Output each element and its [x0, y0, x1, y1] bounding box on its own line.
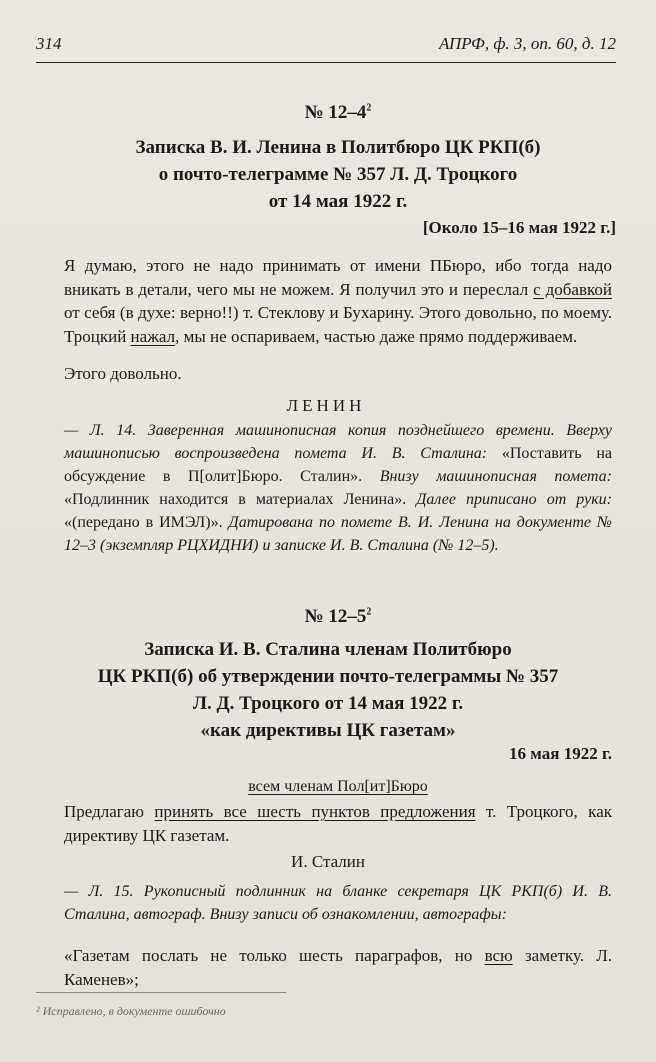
- doc2-underlined-text: принять все шесть пунктов предложения: [154, 802, 476, 821]
- note-text: «Подлинник находится в материалах Ленина».: [64, 491, 417, 508]
- doc1-body-text: , мы не оспариваем, частью даже прямо поддерживаем.: [175, 326, 578, 346]
- doc1-title: [64, 134, 612, 215]
- doc2-archival-note: [64, 880, 612, 926]
- note-italic: Внизу машинописная помета:: [379, 468, 613, 485]
- quote-underlined-text: всю: [484, 946, 513, 965]
- doc2-number-sup: 2: [366, 606, 372, 618]
- doc2-signature: И. Сталин: [291, 852, 365, 871]
- doc2-title-line: Л. Д. Троцкого от 14 мая 1922 г.: [192, 693, 464, 714]
- page-number: 314: [36, 34, 62, 53]
- doc1-signature: ЛЕНИН: [286, 396, 366, 415]
- note-italic: — Л. 15. Рукописный подлинник на бланке секретаря ЦК РКП(б) И. В. Сталина, автограф. Внизу записи об ознакомлении, автографы:: [64, 883, 612, 923]
- doc1-title-line: от 14 мая 1922 г.: [268, 191, 408, 212]
- doc1-closing-line: Этого довольно.: [64, 364, 182, 383]
- doc1-number-text: № 12–4: [304, 102, 367, 123]
- doc1-body-paragraph: [64, 254, 612, 348]
- doc2-addressee-text: всем членам Пол[ит]Бюро: [248, 778, 428, 795]
- doc2-body-text: т. Троцкого, как директиву ЦК газетам.: [64, 802, 612, 845]
- header-rule: [36, 62, 616, 63]
- doc2-addressee: [64, 778, 612, 796]
- doc2-quote: [64, 944, 612, 991]
- doc1-archival-note: [64, 419, 612, 557]
- doc2-title-line: «как директивы ЦК газетам»: [200, 720, 456, 741]
- footnote: ² Исправлено, в документе ошибочно: [36, 1004, 226, 1018]
- doc1-number: [64, 102, 612, 124]
- doc1-underlined-text: с добавкой: [533, 279, 612, 299]
- archive-reference: АПРФ, ф. 3, оп. 60, д. 12: [438, 34, 616, 53]
- doc2-title: [44, 636, 612, 744]
- doc2-date: 16 мая 1922 г.: [509, 744, 612, 763]
- note-text: «Поставить на обсуждение в П[олит]Бюро. Сталин».: [64, 445, 613, 485]
- doc1-title-line: о почто-телеграмме № 357 Л. Д. Троцкого: [158, 164, 518, 185]
- doc2-title-line: Записка И. В. Сталина членам Политбюро: [144, 639, 512, 660]
- doc1-title-line: Записка В. И. Ленина в Политбюро ЦК РКП(б): [135, 137, 541, 158]
- doc2-title-line: ЦК РКП(б) об утверждении почто-телеграммы № 357: [97, 666, 559, 687]
- doc1-body-text: от себя (в духе: верно!!) т. Стеклову и Бухарину. Этого довольно, по моему. Троцкий: [64, 303, 612, 346]
- doc2-body-text: Предлагаю: [64, 802, 155, 821]
- doc1-number-sup: 2: [366, 102, 372, 114]
- note-text: «(передано в ИМЭЛ)».: [64, 514, 229, 531]
- note-italic: Датирована по помете В. И. Ленина на документе № 12–3 (экземпляр РЦХИДНИ) и записке И. В. Сталина (№ 12–5).: [64, 514, 612, 554]
- quote-text: заметку. Л. Каменев»;: [64, 946, 612, 989]
- doc1-body-text: Я думаю, этого не надо принимать от имени ПБюро, ибо тогда надо вникать в детали, чего мы не можем. Я получил это и переслал: [64, 256, 612, 299]
- doc1-date: [Около 15–16 мая 1922 г.]: [422, 218, 616, 237]
- page-header: [36, 34, 616, 54]
- footnote-rule: [36, 992, 286, 993]
- note-italic: — Л. 14. Заверенная машинописная копия позднейшего времени. Вверху машинописью воспроизведена помета И. В. Сталина:: [64, 422, 612, 462]
- doc2-body-paragraph: [64, 800, 612, 847]
- doc1-underlined-text: нажал: [130, 326, 176, 346]
- doc2-number: [64, 606, 612, 628]
- doc2-number-text: № 12–5: [304, 606, 367, 627]
- quote-text: «Газетам послать не только шесть параграфов, но: [64, 946, 485, 965]
- note-italic: Далее приписано от руки:: [416, 491, 613, 508]
